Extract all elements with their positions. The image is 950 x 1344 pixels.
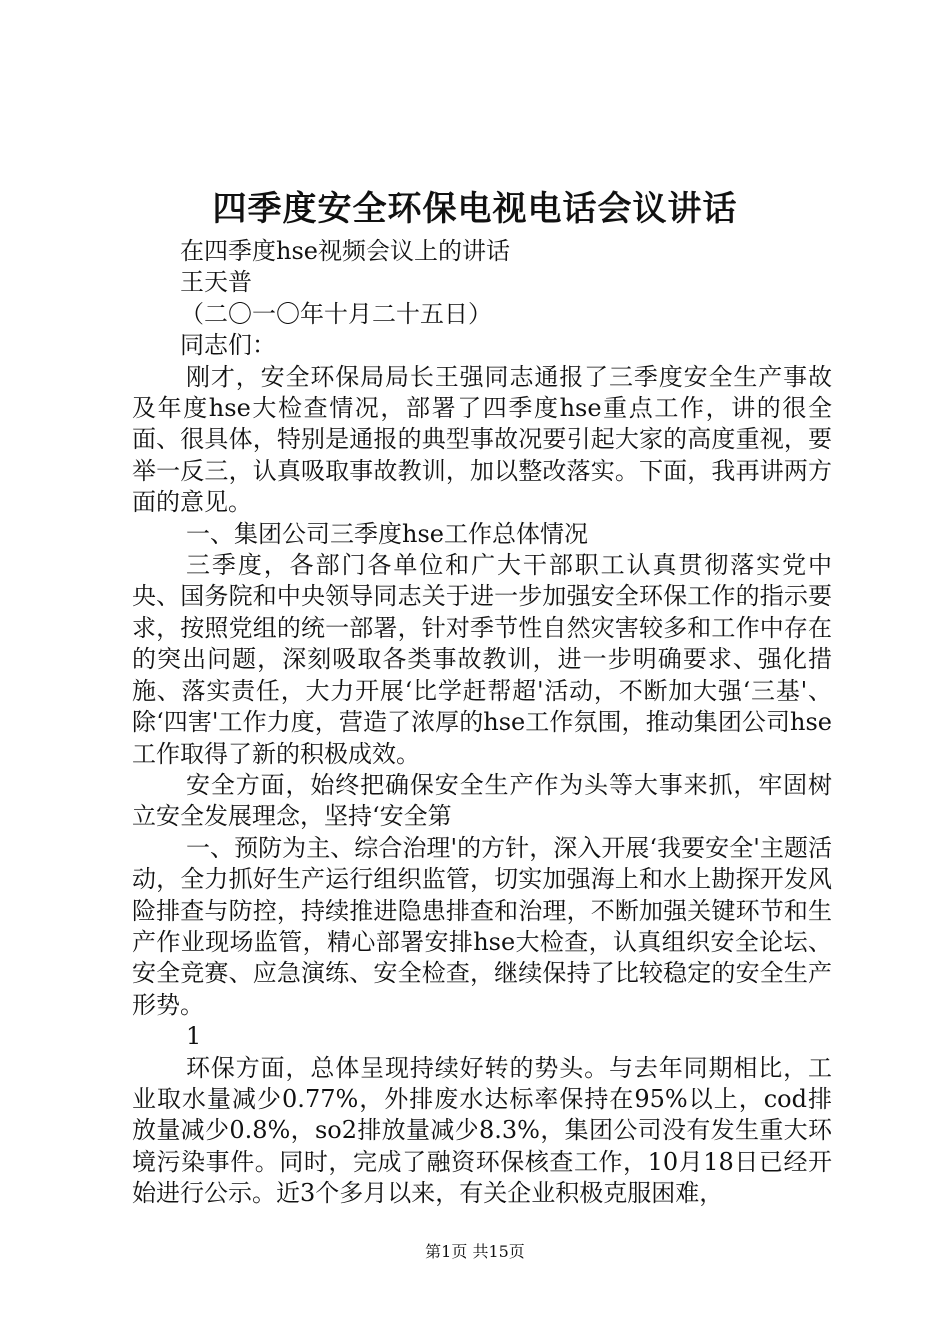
page-footer: 第1页 共15页 — [425, 1242, 525, 1261]
document-title: 四季度安全环保电视电话会议讲话 — [212, 189, 738, 229]
paragraph-overview: 三季度，各部门各单位和广大干部职工认真贯彻落实党中央、国务院和中央领导同志关于进一步加强安全环保工作的指示要求，按照党组的统一部署，针对季节性自然灾害较多和工作中存在的突出问题，深刻吸取各类事故教训，进一步明确要求、强化措施、落实责任，大力开展‘比学赶帮超'活动，不断加大强‘三基'、除‘四害'工作力度，营造了浓厚的hse工作氛围，推动集团公司hse工作取得了新的积极成效。 — [132, 551, 832, 768]
inline-page-number: 1 — [186, 1022, 202, 1051]
salutation-line: 同志们： — [180, 331, 276, 360]
section-heading-1: 一、集团公司三季度hse工作总体情况 — [186, 519, 588, 548]
date-line: （二〇一〇年十月二十五日） — [180, 299, 492, 328]
author-line: 王天普 — [180, 268, 252, 297]
paragraph-intro: 刚才，安全环保局局长王强同志通报了三季度安全生产事故及年度hse大检查情况，部署了四季度hse重点工作，讲的很全面、很具体，特别是通报的典型事故况要引起大家的高度重视，要举一反三，认真吸取事故教训，加以整改落实。下面，我再讲两方面的意见。 — [132, 362, 832, 517]
paragraph-environment: 环保方面，总体呈现持续好转的势头。与去年同期相比，工业取水量减少0.77%，外排废水达标率保持在95%以上，cod排放量减少0.8%，so2排放量减少8.3%，集团公司没有发生重大环境污染事件。同时，完成了融资环保核查工作，10月18日已经开始进行公示。近3个多月以来，有关企业积极克服困难， — [132, 1053, 832, 1208]
paragraph-safety-continued: 一、预防为主、综合治理'的方针，深入开展‘我要安全'主题活动，全力抓好生产运行组织监管，切实加强海上和水上勘探开发风险排查与防控，持续推进隐患排查和治理，不断加强关键环节和生产作业现场监管，精心部署安排hse大检查，认真组织安全论坛、安全竞赛、应急演练、安全检查，继续保持了比较稳定的安全生产形势。 — [132, 833, 832, 1019]
subtitle-line: 在四季度hse视频会议上的讲话 — [180, 237, 510, 265]
paragraph-safety: 安全方面，始终把确保安全生产作为头等大事来抓，牢固树立安全发展理念，坚持‘安全第 — [132, 770, 832, 831]
document-body — [132, 236, 832, 1210]
